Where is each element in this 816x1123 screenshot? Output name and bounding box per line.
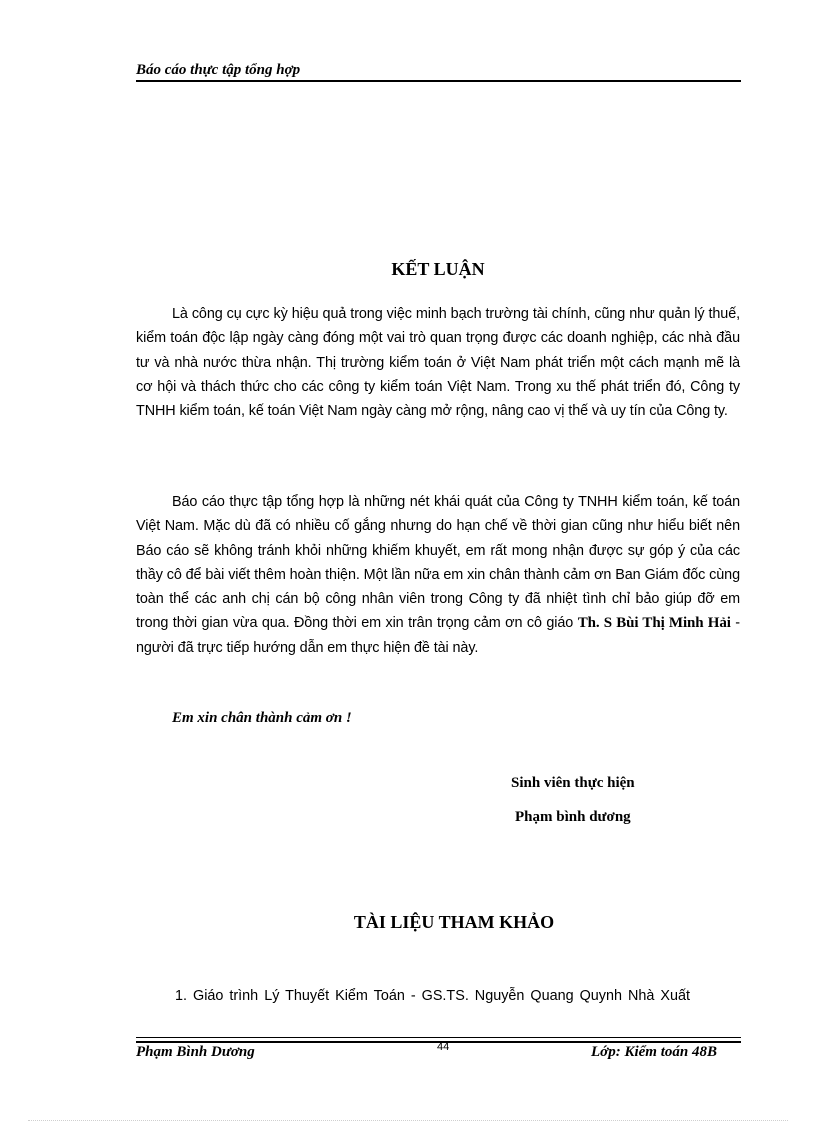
running-header-title: Báo cáo thực tập tổng hợp [136,62,301,78]
advisor-name: Th. S Bùi Thị Minh Hải [577,615,731,632]
page-number: 44 [437,1041,450,1053]
thanks-line: Em xin chân thành cảm ơn ! [172,710,352,726]
conclusion-paragraph-2 [136,490,740,660]
page-bottom-edge [28,1120,788,1121]
signature-role: Sinh viên thực hiện [511,775,635,791]
footer-author: Phạm Bình Dương [136,1044,255,1060]
paragraph-2-text-start: Báo cáo thực tập tổng hợp là những nét khái quát của Công ty TNHH kiểm toán, kế toán Việt Nam. Mặc dù đã có nhiều cố gắng nhưng do hạn chế về thời gian cũng như hiểu biết nên Báo cáo sẽ không tránh khỏi những khiếm khuyết, em rất mong nhận được sự góp ý của các thầy cô để bài viết thêm hoàn thiện. Một lần nữa em xin chân thành cảm ơn Ban Giám đốc cùng toàn thể các anh chị cán bộ công nhân viên trong Công ty đã nhiệt tình chỉ bảo giúp đỡ em trong thời gian vừa qua. Đồng thời em xin trân trọng cảm ơn cô giáo [136,494,740,632]
footer-class: Lớp: Kiểm toán 48B [591,1044,717,1060]
paragraph-text [136,490,740,660]
reference-item: 1. Giáo trình Lý Thuyết Kiểm Toán - GS.TS. Nguyễn Quang Quynh Nhà Xuất [175,988,691,1004]
footer-divider-thin [136,1037,741,1038]
header-divider [136,80,741,82]
paragraph-2-text-end: - người đã trực tiếp hướng dẫn em thực hiện đề tài này. [136,615,740,656]
conclusion-heading: KẾT LUẬN [391,259,485,279]
references-heading: TÀI LIỆU THAM KHẢO [353,912,555,932]
conclusion-paragraph-1 [136,302,740,423]
signature-name: Phạm bình dương [515,809,631,825]
paragraph-text: Là công cụ cực kỳ hiệu quả trong việc minh bạch trường tài chính, cũng như quản lý thuế, kiểm toán độc lập ngày càng đóng một vai trò quan trọng được các doanh nghiệp, các nhà đầu tư và nhà nước thừa nhận. Thị trường kiểm toán ở Việt Nam phát triển một cách mạnh mẽ là cơ hội và thách thức cho các công ty kiểm toán Việt Nam. Trong xu thế phát triển đó, Công ty TNHH kiểm toán, kế toán Việt Nam ngày càng mở rộng, nâng cao vị thế và uy tín của Công ty. [136,306,740,420]
